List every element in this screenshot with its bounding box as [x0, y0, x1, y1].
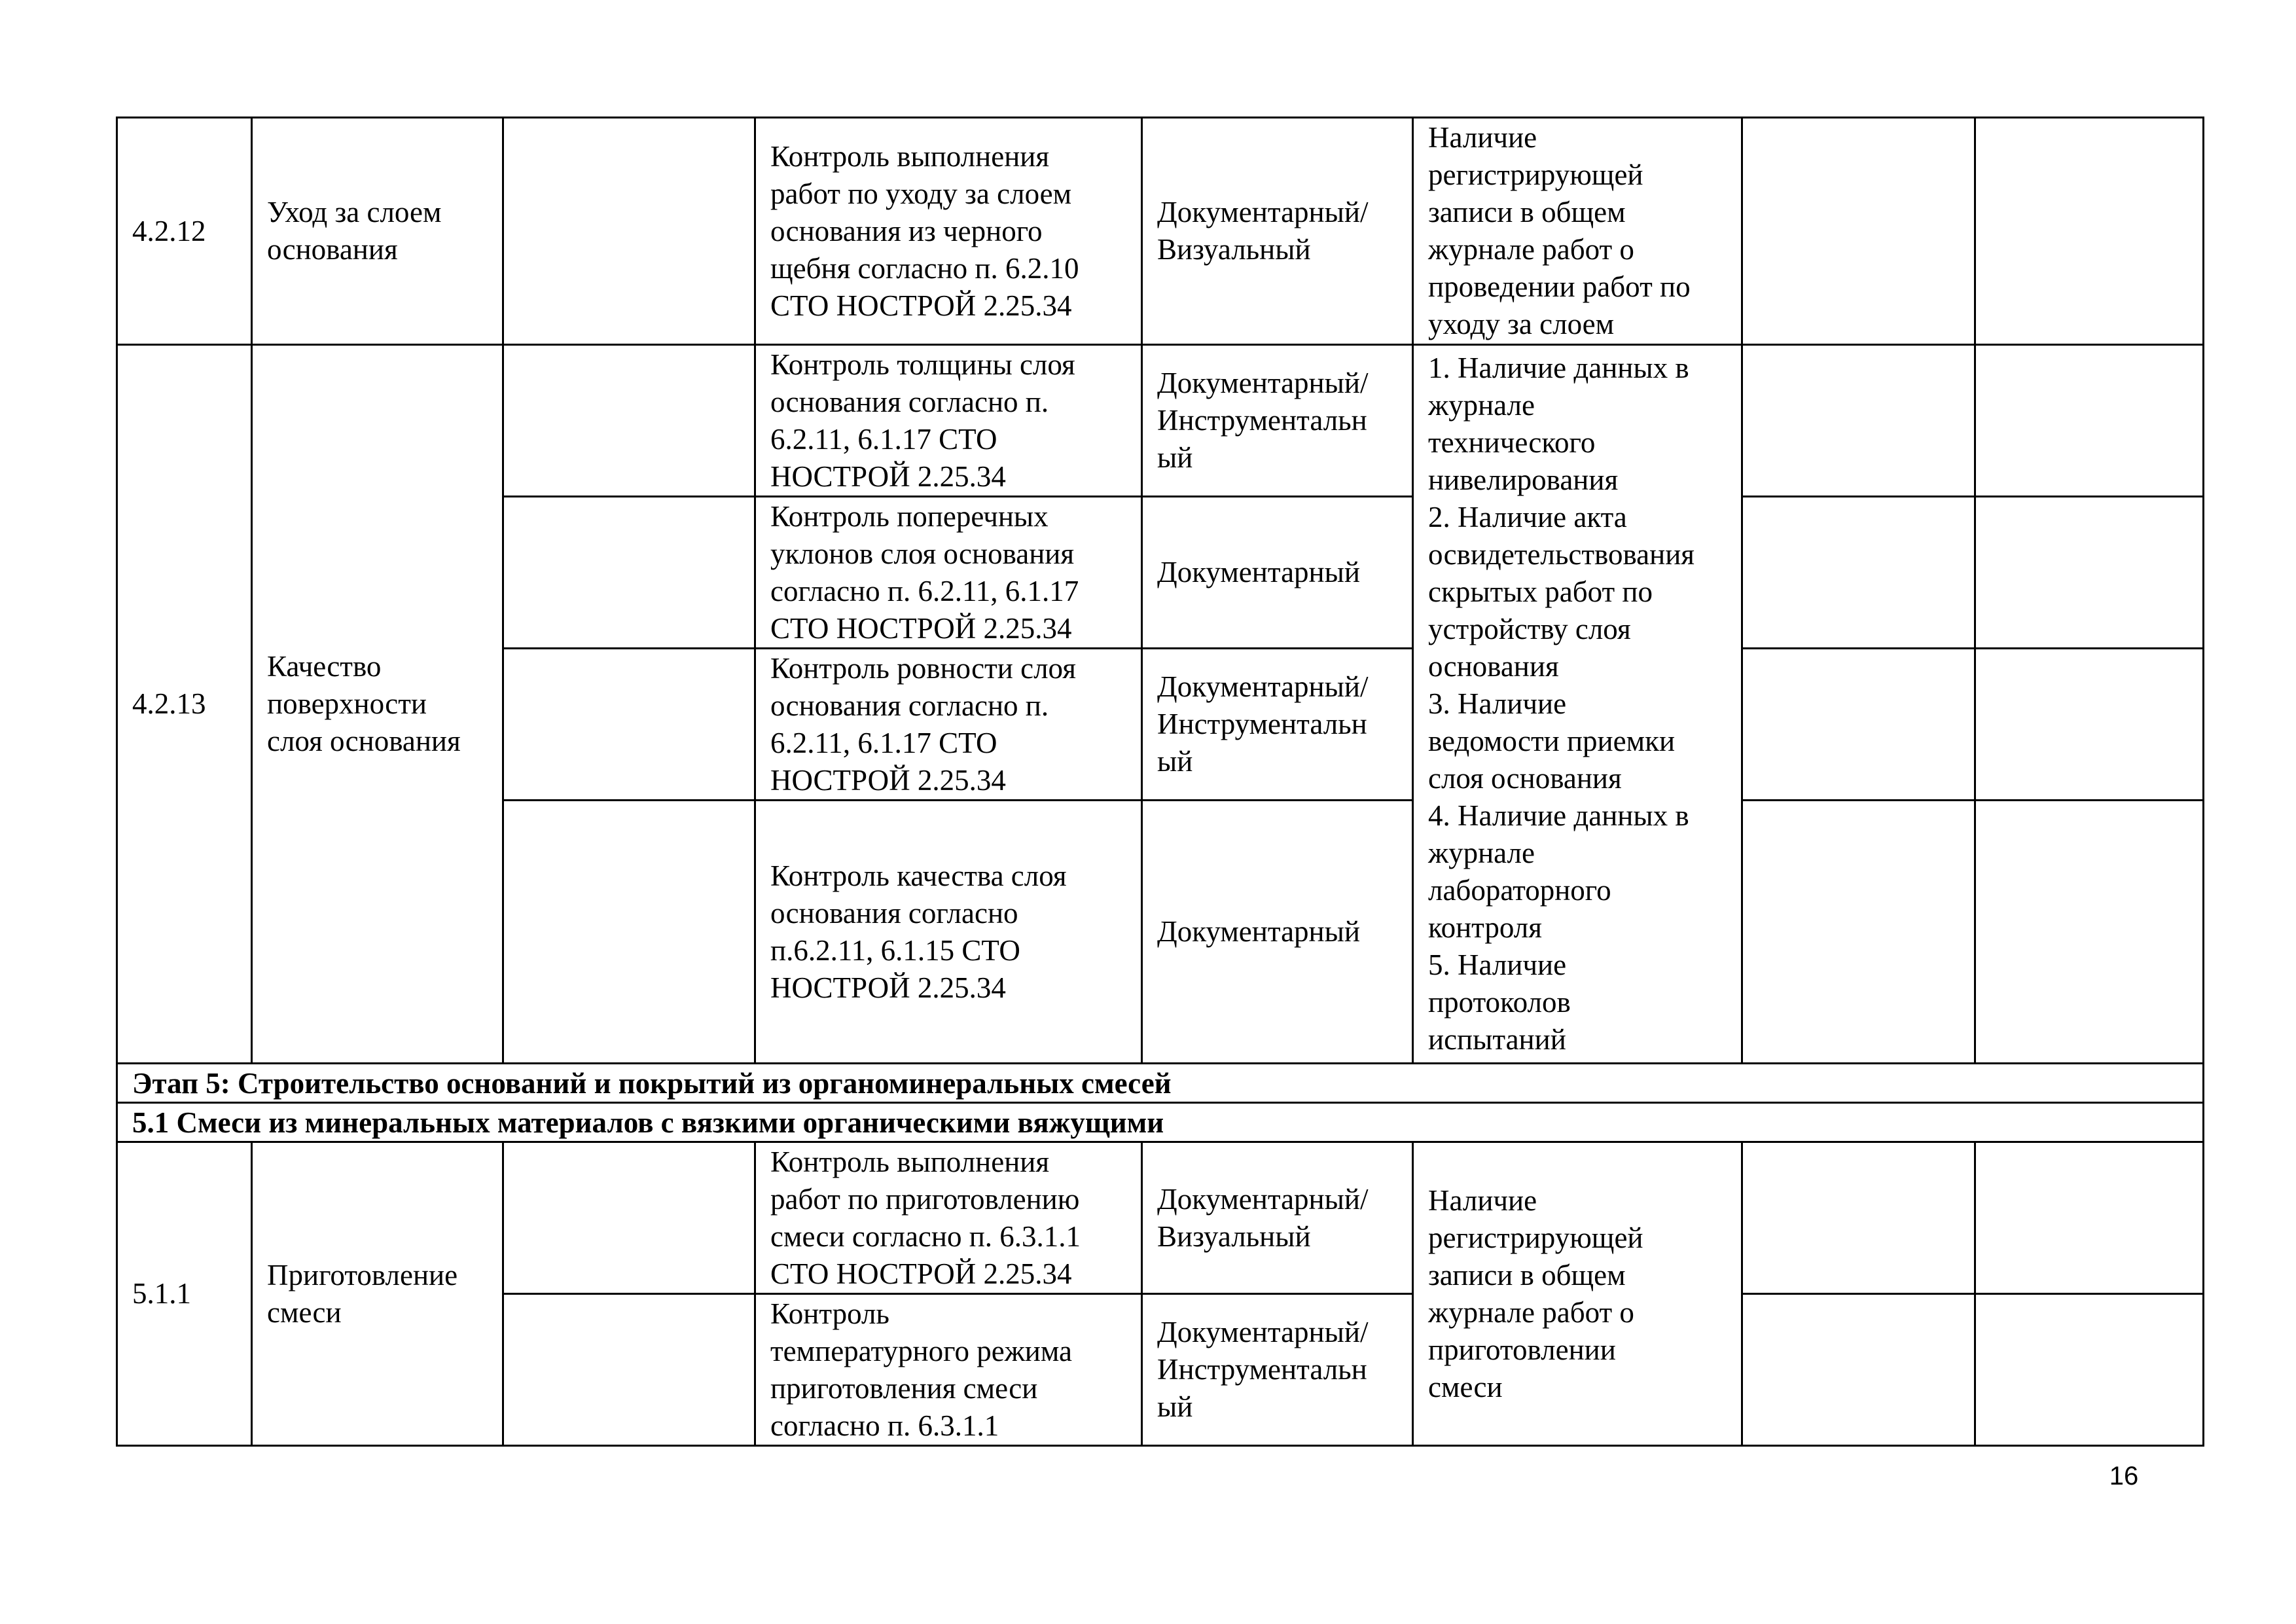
empty-cell [1975, 345, 2204, 497]
table-row [117, 118, 2204, 345]
work-name: Приготовление смеси [252, 1142, 503, 1446]
empty-cell [1742, 1142, 1975, 1294]
empty-cell [1742, 1294, 1975, 1446]
section-row [117, 1103, 2204, 1142]
control-description: Контроль поперечных уклонов слоя основания согласно п. 6.2.11, 6.1.17 СТО НОСТРОЙ 2.25.34 [755, 497, 1142, 649]
control-description: Контроль ровности слоя основания согласно п. 6.2.11, 6.1.17 СТО НОСТРОЙ 2.25.34 [755, 649, 1142, 801]
work-name: Качество поверхности слоя основания [252, 345, 503, 1064]
control-result: Наличие регистрирующей записи в общем журнале работ о приготовлении смеси [1413, 1142, 1742, 1446]
empty-cell [1742, 649, 1975, 801]
item-number: 4.2.13 [117, 345, 252, 1064]
control-method: Документарный/ Инструментальн ый [1142, 649, 1413, 801]
item-number: 4.2.12 [117, 118, 252, 345]
control-result: Наличие регистрирующей записи в общем журнале работ о проведении работ по уходу за слоем [1413, 118, 1742, 345]
control-method: Документарный/ Инструментальн ый [1142, 345, 1413, 497]
work-name: Уход за слоем основания [252, 118, 503, 345]
empty-cell [1742, 118, 1975, 345]
section-heading: 5.1 Смеси из минеральных материалов с вязкими органическими вяжущими [117, 1103, 2204, 1142]
empty-cell [503, 801, 755, 1064]
control-description: Контроль качества слоя основания согласно п.6.2.11, 6.1.15 СТО НОСТРОЙ 2.25.34 [755, 801, 1142, 1064]
empty-cell [1975, 1294, 2204, 1446]
stage-heading: Этап 5: Строительство оснований и покрытий из органоминеральных смесей [117, 1064, 2204, 1103]
stage-row [117, 1064, 2204, 1103]
empty-cell [1975, 1142, 2204, 1294]
control-method: Документарный/ Инструментальн ый [1142, 1294, 1413, 1446]
table-row [117, 1142, 2204, 1294]
empty-cell [1975, 497, 2204, 649]
page-number: 16 [2109, 1462, 2139, 1490]
empty-cell [1975, 118, 2204, 345]
control-description: Контроль толщины слоя основания согласно п. 6.2.11, 6.1.17 СТО НОСТРОЙ 2.25.34 [755, 345, 1142, 497]
empty-cell [503, 497, 755, 649]
item-number: 5.1.1 [117, 1142, 252, 1446]
empty-cell [1742, 345, 1975, 497]
empty-cell [1975, 801, 2204, 1064]
control-method: Документарный/ Визуальный [1142, 118, 1413, 345]
control-method: Документарный [1142, 801, 1413, 1064]
empty-cell [1742, 801, 1975, 1064]
control-table [116, 117, 2204, 1447]
control-description: Контроль температурного режима приготовления смеси согласно п. 6.3.1.1 [755, 1294, 1142, 1446]
empty-cell [503, 1142, 755, 1294]
control-method: Документарный [1142, 497, 1413, 649]
control-description: Контроль выполнения работ по приготовлению смеси согласно п. 6.3.1.1 СТО НОСТРОЙ 2.25.34 [755, 1142, 1142, 1294]
empty-cell [503, 649, 755, 801]
control-result: 1. Наличие данных в журнале технического нивелирования 2. Наличие акта освидетельствования скрытых работ по устройству слоя основания 3. Наличие ведомости приемки слоя основания 4. Наличие данных в журнале лабораторного контроля 5. Наличие протоколов испытаний [1413, 345, 1742, 1064]
control-method: Документарный/ Визуальный [1142, 1142, 1413, 1294]
control-description: Контроль выполнения работ по уходу за слоем основания из черного щебня согласно п. 6.2.10 СТО НОСТРОЙ 2.25.34 [755, 118, 1142, 345]
table-row [117, 345, 2204, 497]
empty-cell [503, 118, 755, 345]
empty-cell [503, 1294, 755, 1446]
empty-cell [503, 345, 755, 497]
empty-cell [1742, 497, 1975, 649]
empty-cell [1975, 649, 2204, 801]
